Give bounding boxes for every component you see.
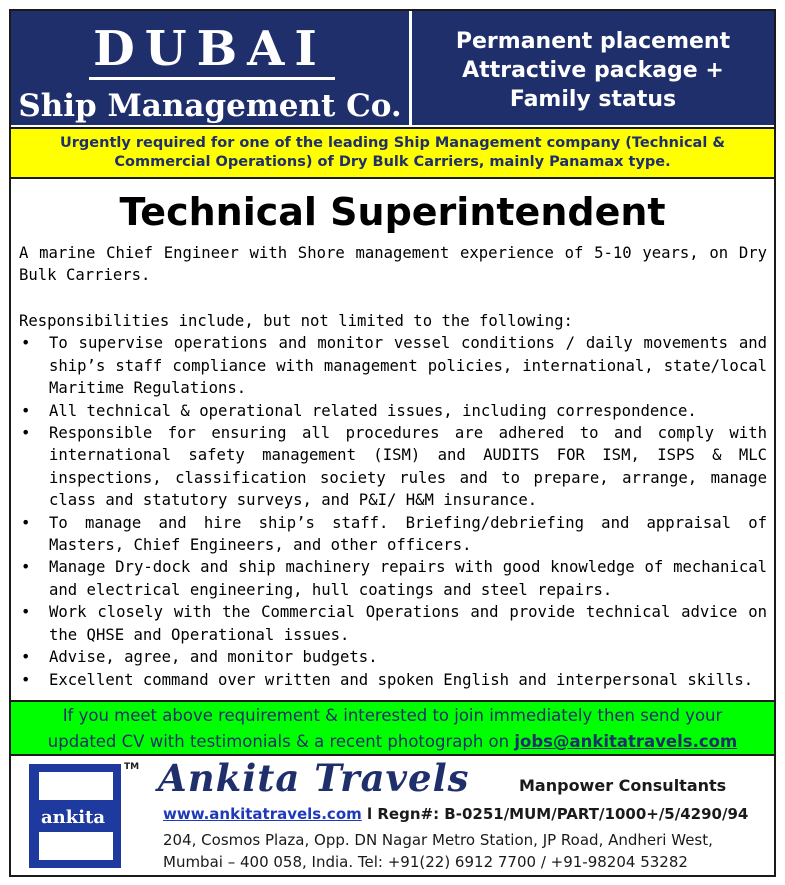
job-intro: A marine Chief Engineer with Shore management experience of 5-10 years, on Dry Bulk Carriers. (19, 244, 767, 285)
bullet-icon: • (21, 513, 31, 532)
list-item (19, 669, 767, 691)
address-line-1: 204, Cosmos Plaza, Opp. DN Nagar Metro Station, JP Road, Andheri West, (163, 831, 713, 849)
list-item (19, 556, 767, 601)
list-item-text: All technical & operational related issues, including correspondence. (49, 401, 697, 420)
bullet-icon: • (21, 424, 31, 443)
address-line-2: Mumbai – 400 058, India. Tel: +91(22) 6912 7700 / +91-98204 53282 (163, 853, 688, 871)
brand-tagline: Manpower Consultants (519, 776, 727, 795)
responsibilities-section (19, 310, 767, 691)
list-item (19, 601, 767, 646)
bullet-icon: • (21, 334, 31, 353)
trademark-mark: TM (124, 762, 140, 772)
list-item-text: Advise, agree, and monitor budgets. (49, 648, 378, 667)
urgent-notice: Urgently required for one of the leading Ship Management company (Technical & Commercial Operations) of Dry Bulk Carriers, mainly Panamax type. (11, 127, 774, 179)
list-item-text: To supervise operations and monitor vessel conditions / daily movements and ship’s staff compliance with management policies, international, state/local Maritime Regulations. (49, 334, 767, 398)
offer-line-2: Attractive package + (462, 58, 724, 83)
brand-name: Ankita Travels (158, 756, 470, 800)
list-item (19, 646, 767, 668)
apply-line-2-text: updated CV with testimonials & a recent photograph on (47, 732, 510, 751)
responsibilities-heading: Responsibilities include, but not limited to the following: (19, 312, 573, 330)
company-name: Ship Management Co. (18, 88, 402, 124)
header-banner (11, 11, 774, 125)
job-title: Technical Superintendent (119, 190, 666, 234)
bullet-icon: • (21, 603, 31, 622)
list-item-text: Excellent command over written and spoken English and interpersonal skills. (49, 670, 754, 689)
website-link[interactable]: www.ankitatravels.com (163, 805, 362, 823)
list-item (19, 512, 767, 557)
bullet-icon: • (21, 670, 31, 689)
apply-line-1: If you meet above requirement & interested to join immediately then send your (62, 706, 723, 725)
list-item-text: Responsible for ensuring all procedures are adhered to and comply with international safety management (ISM) and AUDITS FOR ISM, ISPS & MLC inspections, classification society rules and to prepare, arrange, manage class and statutory surveys, and P&I/ H&M insurance. (49, 424, 767, 510)
bullet-icon: • (21, 401, 31, 420)
list-item (19, 332, 767, 399)
logo-text: ankita (40, 807, 106, 828)
company-city-title: DUBAI (93, 21, 327, 77)
company-block (11, 11, 409, 125)
address-block (163, 829, 713, 873)
apply-email-link[interactable]: jobs@ankitatravels.com (514, 732, 738, 751)
list-item (19, 400, 767, 422)
list-item-text: To manage and hire ship’s staff. Briefing/debriefing and appraisal of Masters, Chief Engineers, and other officers. (49, 513, 767, 555)
registration-number: l Regn#: B-0251/MUM/PART/1000+/5/4290/94 (367, 805, 749, 823)
responsibilities-list (19, 332, 767, 691)
apply-instructions (11, 700, 774, 756)
offer-line-1: Permanent placement (455, 29, 731, 54)
title-underline (89, 77, 335, 80)
bullet-icon: • (21, 558, 31, 577)
bullet-icon: • (21, 648, 31, 667)
ankita-logo (29, 762, 140, 868)
offer-block (412, 27, 774, 114)
offer-line-3: Family status (509, 87, 677, 112)
list-item (19, 422, 767, 512)
list-item-text: Work closely with the Commercial Operations and provide technical advice on the QHSE and Operational issues. (49, 603, 767, 644)
apply-line-2 (11, 729, 774, 755)
website-registration (163, 805, 748, 823)
list-item-text: Manage Dry-dock and ship machinery repairs with good knowledge of mechanical and electrical engineering, hull coatings and steel repairs. (49, 558, 767, 599)
